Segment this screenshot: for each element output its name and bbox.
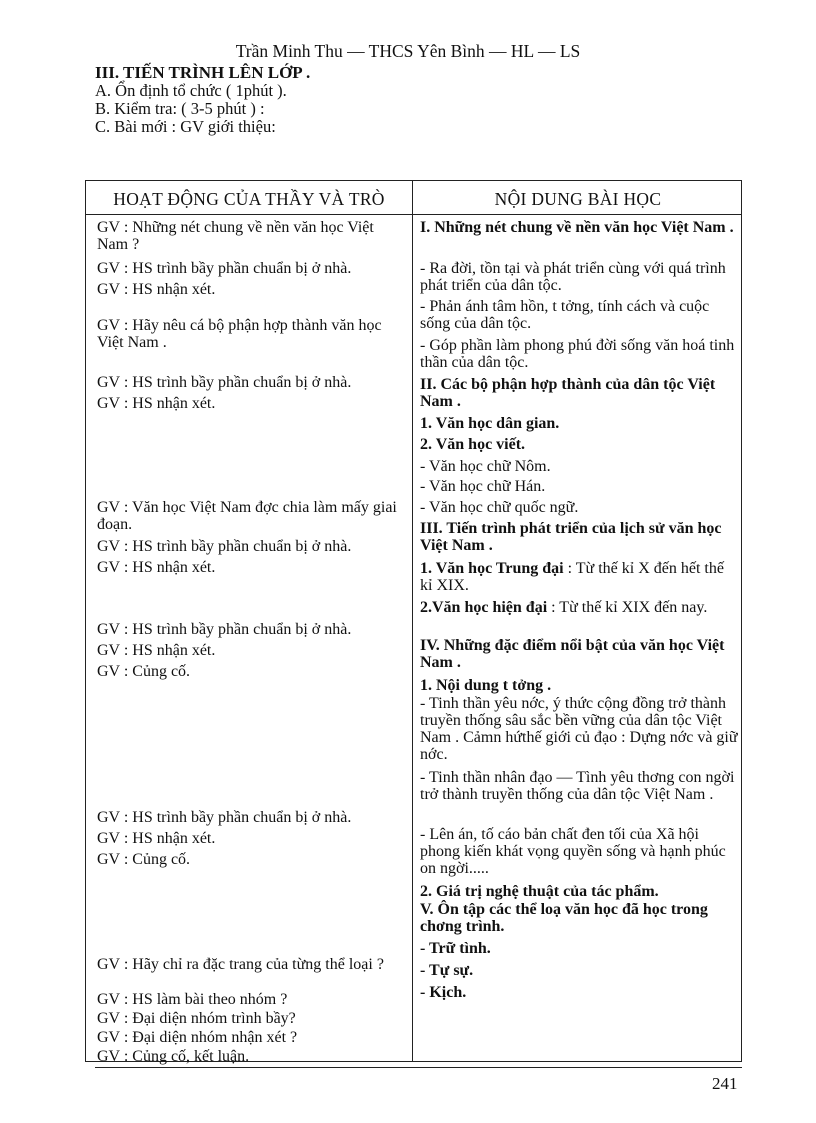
left-row: GV : HS trình bầy phần chuẩn bị ở nhà. — [97, 621, 352, 638]
right-row-heading: 1. Văn học Trung đại — [420, 560, 564, 577]
footer-rule — [95, 1067, 742, 1068]
left-row: GV : Củng cố, kết luận. — [97, 1048, 250, 1065]
page-number: 241 — [712, 1074, 738, 1093]
right-row: III. Tiến trình phát triển của lịch sử văn học Việt Nam . — [420, 520, 722, 554]
left-row: GV : HS trình bầy phần chuẩn bị ở nhà. — [97, 260, 352, 277]
right-row: - Ra đời, tồn tại và phát triển cùng với quá trình phát triển của dân tộc. — [420, 260, 726, 294]
left-row: GV : Củng cố. — [97, 851, 191, 868]
intro-block — [95, 64, 310, 136]
right-row: 2. Giá trị nghệ thuật của tác phẩm. — [420, 883, 659, 900]
left-row: GV : HS trình bầy phần chuẩn bị ở nhà. — [97, 374, 352, 391]
right-row — [420, 599, 738, 616]
left-row: GV : HS làm bài theo nhóm ? — [97, 991, 288, 1008]
left-row: GV : Củng cố. — [97, 663, 191, 680]
page-header: Trần Minh Thu — THCS Yên Bình — HL — LS — [235, 41, 581, 61]
left-row: GV : Những nét chung về nền văn học Việt Nam ? — [97, 219, 374, 253]
right-row: - Trữ tình. — [420, 940, 491, 957]
left-row: GV : HS nhận xét. — [97, 830, 216, 847]
right-row: - Văn học chữ Nôm. — [420, 458, 551, 475]
right-row: - Tinh thần yêu nớc, ý thức cộng đồng trở thành truyền thống sâu sắc bền vững của dân tộc Việt Nam . Cảmn hứthế giới củ đạo : Dựng nớc và giữ nớc. — [420, 695, 738, 763]
left-row: GV : HS nhận xét. — [97, 559, 216, 576]
left-row: GV : HS nhận xét. — [97, 281, 216, 298]
left-row: GV : Hãy chỉ ra đặc trang của từng thể loại ? — [97, 956, 384, 973]
right-row: II. Các bộ phận hợp thành của dân tộc Việt Nam . — [420, 376, 716, 410]
right-row: - Văn học chữ Hán. — [420, 478, 546, 495]
right-row: V. Ôn tập các thể loạ văn học đã học trong chơng trình. — [420, 901, 708, 935]
right-row — [420, 560, 738, 594]
right-row: - Tinh thần nhân đạo — Tình yêu thơng con ngời trở thành truyền thống của dân tộc Việt Nam . — [420, 769, 735, 803]
left-row: GV : HS trình bầy phần chuẩn bị ở nhà. — [97, 809, 352, 826]
step-c: C. Bài mới : GV giới thiệu: — [95, 117, 276, 136]
right-row: 1. Nội dung t tởng . — [420, 677, 552, 694]
right-row-heading: 2.Văn học hiện đại — [420, 599, 548, 616]
right-row: - Phản ánh tâm hồn, t tởng, tính cách và cuộc sống của dân tộc. — [420, 298, 710, 332]
right-row: 2. Văn học viết. — [420, 436, 526, 453]
header-rule — [86, 214, 741, 215]
section-title: III. TIẾN TRÌNH LÊN LỚP . — [95, 63, 311, 82]
column-header-content: NỘI DUNG BÀI HỌC — [494, 189, 662, 209]
right-row: - Tự sự. — [420, 962, 474, 979]
right-row: 1. Văn học dân gian. — [420, 415, 560, 432]
column-header-activities: HOẠT ĐỘNG CỦA THẦY VÀ TRÒ — [113, 189, 385, 209]
lesson-table — [85, 180, 742, 1065]
left-row: GV : Đại diện nhóm trình bầy? — [97, 1010, 296, 1027]
right-row: IV. Những đặc điểm nổi bật của văn học Việt Nam . — [420, 637, 725, 671]
right-row-text: : Từ thế kỉ X đến hết thế kỉ XIX. — [420, 560, 724, 594]
left-row: GV : HS trình bầy phần chuẩn bị ở nhà. — [97, 538, 352, 555]
step-b: B. Kiểm tra: ( 3-5 phút ) : — [95, 99, 265, 118]
left-row: GV : Đại diện nhóm nhận xét ? — [97, 1029, 298, 1046]
left-row: GV : Hãy nêu cá bộ phận hợp thành văn học Việt Nam . — [97, 317, 382, 351]
right-row-text: : Từ thế kỉ XIX đến nay. — [547, 599, 708, 616]
left-row: GV : Văn học Việt Nam đợc chia làm mấy giai đoạn. — [97, 499, 397, 533]
right-row: - Kịch. — [420, 984, 467, 1001]
right-row: I. Những nét chung về nền văn học Việt Nam . — [420, 219, 734, 236]
step-a: A. Ổn định tổ chức ( 1phút ). — [95, 81, 287, 100]
column-divider — [412, 181, 413, 1061]
left-row: GV : HS nhận xét. — [97, 642, 216, 659]
right-row: - Góp phần làm phong phú đời sống văn hoá tinh thần của dân tộc. — [420, 337, 735, 371]
right-row: - Văn học chữ quốc ngữ. — [420, 499, 579, 516]
left-row: GV : HS nhận xét. — [97, 395, 216, 412]
right-row: - Lên án, tố cáo bản chất đen tối của Xã hội phong kiến khát vọng quyền sống và hạnh phúc on ngời..... — [420, 826, 726, 877]
